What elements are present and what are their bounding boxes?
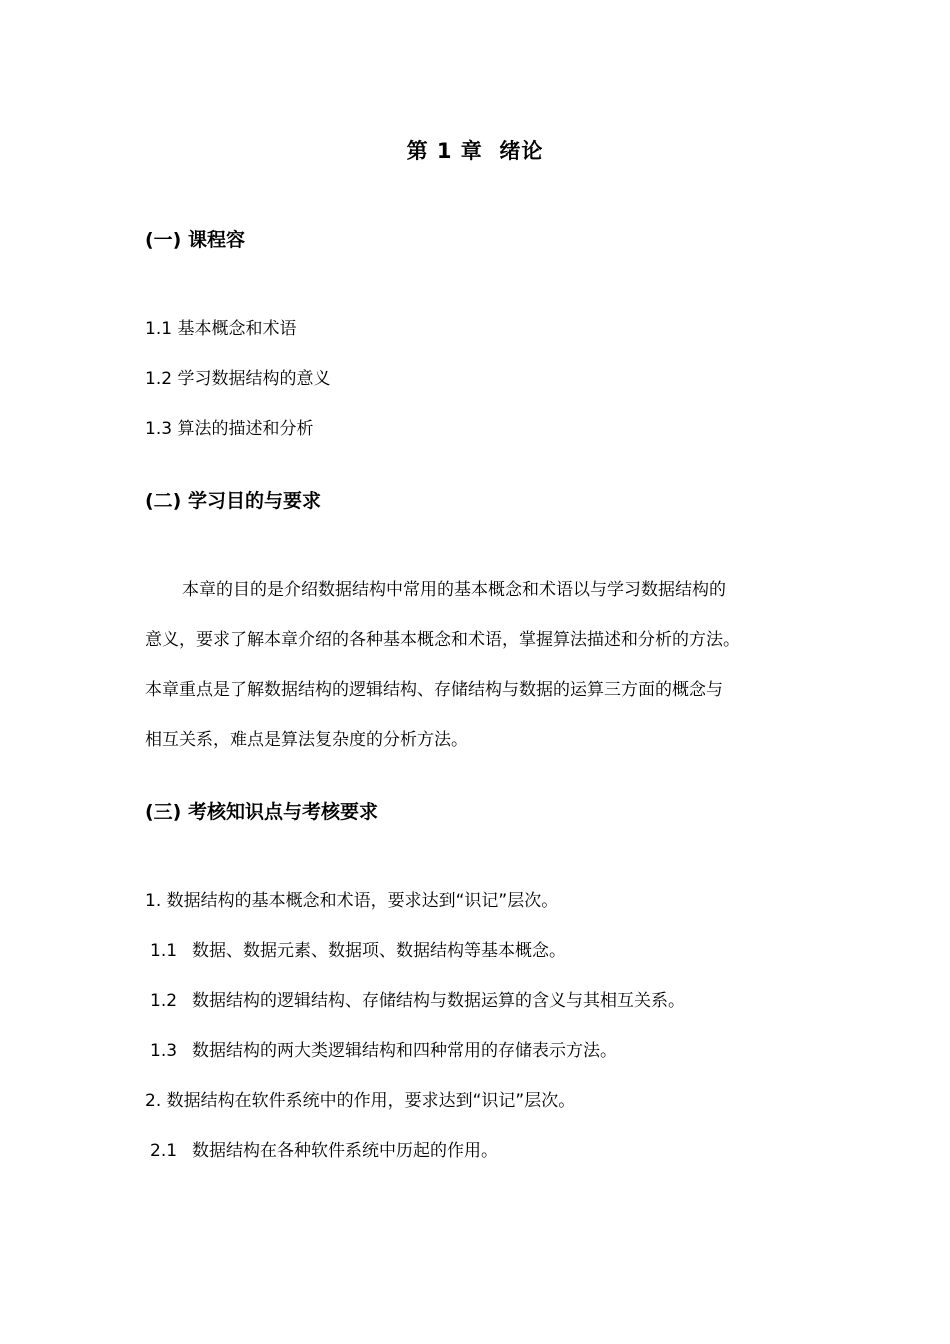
chapter-title: 第 1 章 绪论 xyxy=(406,139,544,163)
subpoint-number: 1.3 xyxy=(150,1041,178,1061)
paragraph-line: 相互关系，难点是算法复杂度的分析方法。 xyxy=(145,730,468,750)
paragraph-line: 本章重点是了解数据结构的逻辑结构、存储结构与数据的运算三方面的概念与 xyxy=(145,680,723,700)
assessment-subpoint xyxy=(150,988,685,1014)
section-heading-assessment: (三) 考核知识点与考核要求 xyxy=(145,801,378,823)
subpoint-number: 2.1 xyxy=(150,1141,178,1161)
assessment-point: 2. 数据结构在软件系统中的作用，要求达到“识记”层次。 xyxy=(145,1091,576,1111)
paragraph-line: 本章的目的是介绍数据结构中常用的基本概念和术语以与学习数据结构的 xyxy=(182,580,726,600)
subpoint-text: 数据结构的逻辑结构、存储结构与数据运算的含义与其相互关系。 xyxy=(192,991,685,1011)
subpoint-text: 数据结构的两大类逻辑结构和四种常用的存储表示方法。 xyxy=(192,1041,617,1061)
list-item: 1.3 算法的描述和分析 xyxy=(145,419,314,439)
assessment-point: 1. 数据结构的基本概念和术语，要求达到“识记”层次。 xyxy=(145,891,559,911)
subpoint-number: 1.1 xyxy=(150,941,178,961)
subpoint-text: 数据结构在各种软件系统中历起的作用。 xyxy=(192,1141,498,1161)
subpoint-number: 1.2 xyxy=(150,991,178,1011)
assessment-subpoint xyxy=(150,938,566,964)
assessment-subpoint xyxy=(150,1038,617,1064)
assessment-subpoint xyxy=(150,1138,498,1164)
list-item: 1.2 学习数据结构的意义 xyxy=(145,369,331,389)
paragraph-line: 意义，要求了解本章介绍的各种基本概念和术语，掌握算法描述和分析的方法。 xyxy=(145,630,740,650)
section-heading-course-content: (一) 课程容 xyxy=(145,229,245,251)
list-item: 1.1 基本概念和术语 xyxy=(145,319,297,339)
subpoint-text: 数据、数据元素、数据项、数据结构等基本概念。 xyxy=(192,941,566,961)
section-heading-learning-goals: (二) 学习目的与要求 xyxy=(145,490,321,512)
